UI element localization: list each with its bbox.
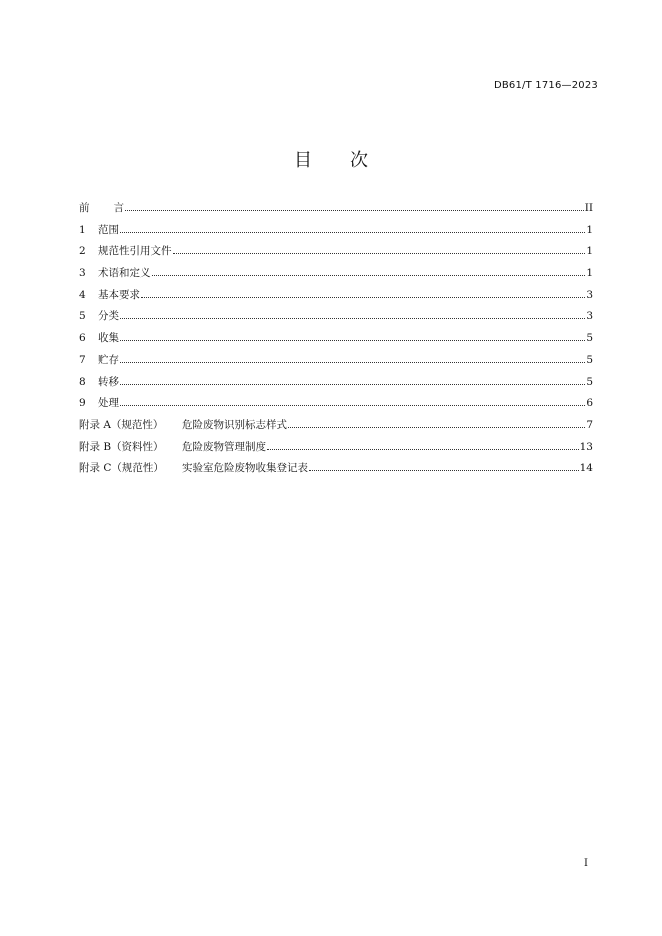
toc-section-label: 基本要求 <box>98 288 140 301</box>
toc-section-label: 贮存 <box>98 353 119 366</box>
toc-section-label: 收集 <box>98 332 119 345</box>
toc-leader-dots <box>120 361 585 363</box>
toc-section-number: 1 <box>79 223 86 236</box>
toc-page-number: 3 <box>586 288 593 301</box>
toc-entry-section[interactable] <box>79 241 593 263</box>
toc-entry-section[interactable] <box>79 393 593 415</box>
toc-leader-dots <box>125 209 584 211</box>
toc-leader-dots <box>120 317 585 319</box>
toc-leader-dots <box>267 448 579 450</box>
toc-section-number: 7 <box>79 353 86 366</box>
toc-entry-appendix[interactable] <box>79 415 593 437</box>
toc-entry-foreword[interactable] <box>79 198 593 220</box>
toc-appendix-prefix: 附录 B（资料性） <box>79 440 164 453</box>
toc-leader-dots <box>120 404 585 406</box>
toc-entry-section[interactable] <box>79 285 593 307</box>
toc-section-number: 5 <box>79 310 86 323</box>
toc-section-label: 范围 <box>98 223 119 236</box>
toc-leader-dots <box>120 383 585 385</box>
toc-appendix-label: 实验室危险废物收集登记表 <box>182 462 308 475</box>
toc-page-number: 14 <box>579 462 593 475</box>
document-id: DB61/T 1716—2023 <box>493 80 598 91</box>
toc-section-number: 4 <box>79 288 86 301</box>
toc-section-label: 分类 <box>98 310 119 323</box>
toc-page-number: 5 <box>586 332 593 345</box>
toc-section-label: 转移 <box>98 375 119 388</box>
title-char-2: 次 <box>350 150 368 171</box>
toc-section-number: 8 <box>79 375 86 388</box>
toc-page-number: 5 <box>586 375 593 388</box>
toc-entry-appendix[interactable] <box>79 458 593 480</box>
toc-page-number: 5 <box>586 353 593 366</box>
toc-appendix-prefix: 附录 A（规范性） <box>79 418 164 431</box>
toc-page-number: 1 <box>586 245 593 258</box>
toc-leader-dots <box>152 274 586 276</box>
toc-leader-dots <box>120 231 585 233</box>
toc-appendix-label: 危险废物管理制度 <box>182 440 266 453</box>
toc-leader-dots <box>309 469 579 471</box>
toc-section-label: 术语和定义 <box>98 267 151 280</box>
title-char-1: 目 <box>294 150 312 171</box>
toc-foreword-label-a: 前 <box>79 202 90 214</box>
toc-section-number: 9 <box>79 397 86 410</box>
toc-entry-section[interactable] <box>79 220 593 242</box>
toc-appendix-prefix: 附录 C（规范性） <box>79 462 164 475</box>
page-title <box>0 146 662 172</box>
toc-section-label: 处理 <box>98 397 119 410</box>
toc-section-number: 2 <box>79 245 86 258</box>
toc-page-number: 13 <box>579 440 593 453</box>
toc-page-number: II <box>584 202 593 214</box>
toc-section-number: 6 <box>79 332 86 345</box>
toc-entry-section[interactable] <box>79 306 593 328</box>
toc-entry-section[interactable] <box>79 328 593 350</box>
toc-leader-dots <box>288 426 585 428</box>
toc-entry-section[interactable] <box>79 350 593 372</box>
toc-page-number: 6 <box>586 397 593 410</box>
toc-entry-section[interactable] <box>79 263 593 285</box>
toc-page-number: 3 <box>586 310 593 323</box>
table-of-contents <box>79 198 593 480</box>
toc-entry-section[interactable] <box>79 372 593 394</box>
footer-page-number: I <box>584 858 588 869</box>
toc-leader-dots <box>120 339 585 341</box>
toc-page-number: 1 <box>586 223 593 236</box>
toc-foreword-label-b: 言 <box>113 202 124 214</box>
toc-leader-dots <box>173 252 586 254</box>
toc-page-number: 1 <box>586 267 593 280</box>
toc-appendix-label: 危险废物识别标志样式 <box>182 418 287 431</box>
toc-entry-appendix[interactable] <box>79 437 593 459</box>
toc-section-label: 规范性引用文件 <box>98 245 172 258</box>
toc-page-number: 7 <box>586 418 593 431</box>
toc-leader-dots <box>141 296 585 298</box>
toc-section-number: 3 <box>79 267 86 280</box>
